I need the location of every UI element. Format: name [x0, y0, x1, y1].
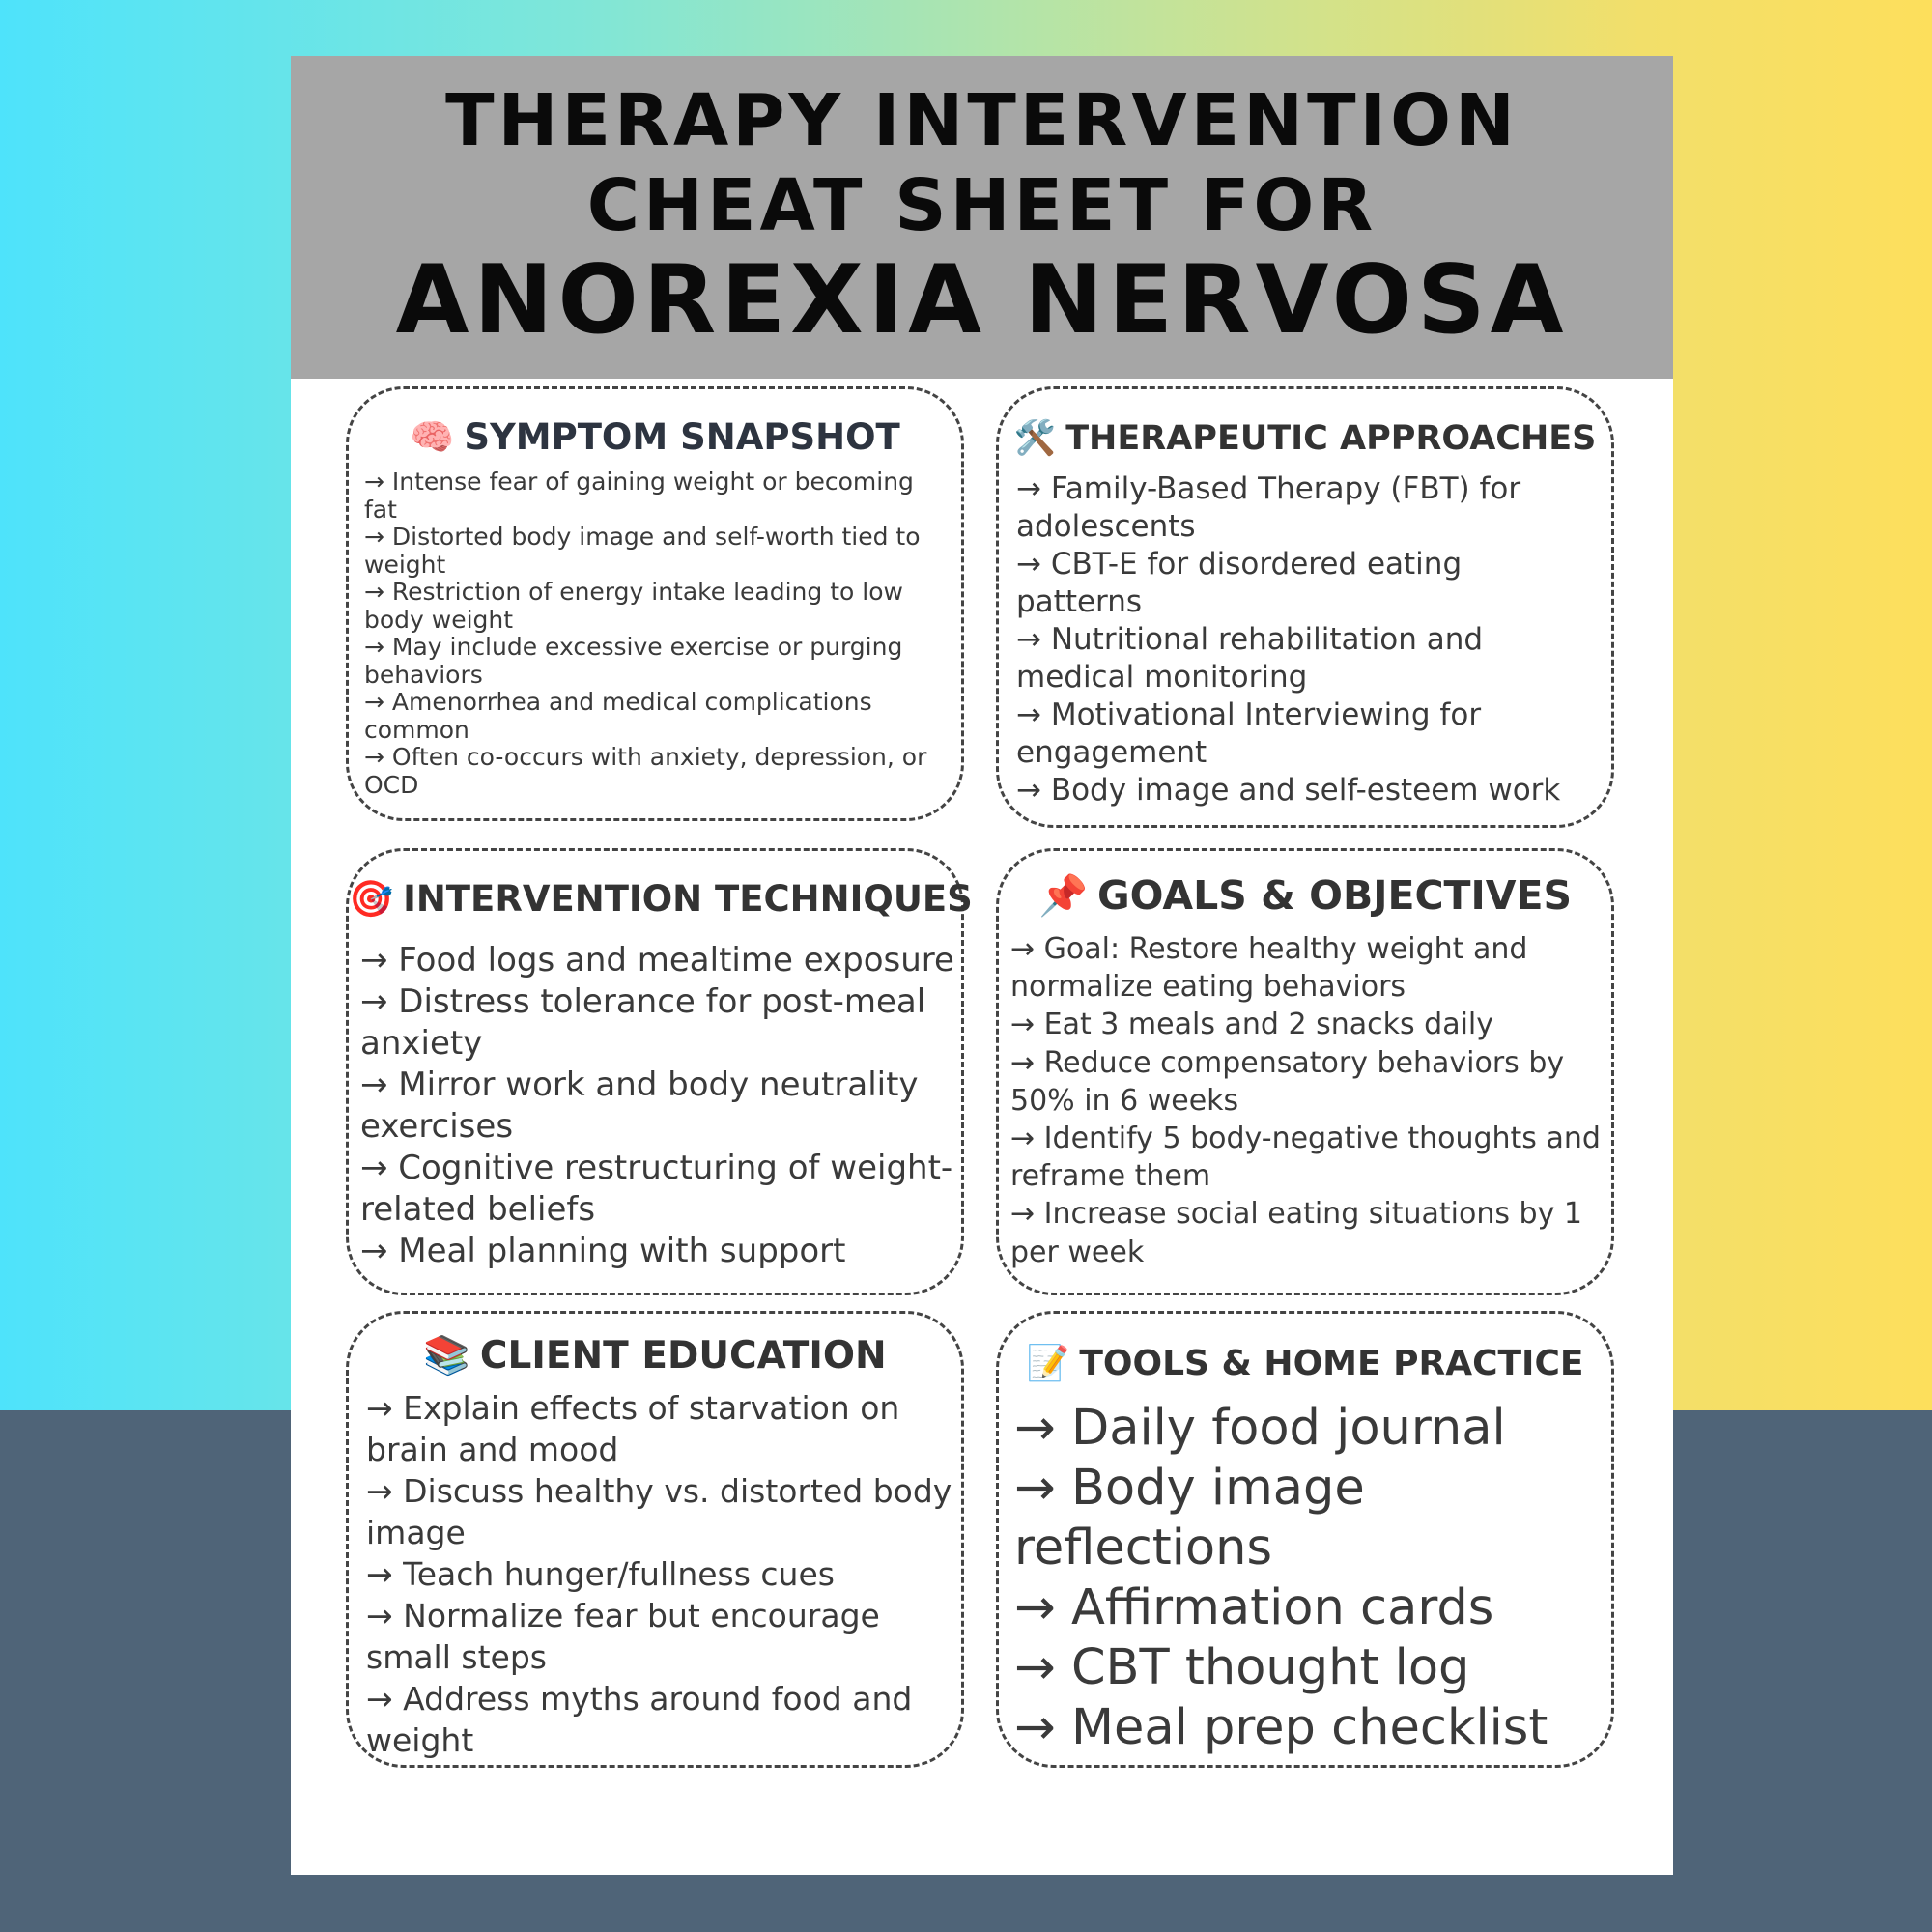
list-item: → Eat 3 meals and 2 snacks daily: [1010, 1008, 1494, 1042]
goals-objectives-card: [996, 848, 1614, 1295]
list-item: → Body image and self-esteem work: [1016, 773, 1561, 808]
title-line-2: CHEAT SHEET FOR: [586, 164, 1378, 247]
symptom-snapshot-title: SYMPTOM SNAPSHOT: [464, 416, 900, 458]
therapeutic-approaches-title: THERAPEUTIC APPROACHES: [1065, 419, 1597, 458]
target-icon: 🎯: [349, 878, 394, 920]
client-education-heading: [349, 1333, 961, 1378]
list-item: → Increase social eating situations by 1 per week: [1010, 1197, 1582, 1269]
list-item: → Distorted body image and self-worth tied to weight: [364, 523, 921, 579]
list-item: → Food logs and mealtime exposure: [360, 941, 954, 980]
list-item: → CBT-E for disordered eating patterns: [1016, 547, 1463, 619]
list-item: → Explain effects of starvation on brain and mood: [366, 1389, 900, 1468]
pushpin-icon: 📌: [1037, 872, 1088, 919]
intervention-techniques-heading: [349, 878, 973, 921]
title-line-3: ANOREXIA NERVOSA: [395, 245, 1569, 355]
therapeutic-approaches-card: [996, 386, 1614, 828]
list-item: → Identify 5 body-negative thoughts and reframe them: [1010, 1122, 1601, 1194]
list-item: → Normalize fear but encourage small steps: [366, 1597, 880, 1676]
client-education-card: [346, 1311, 964, 1768]
approaches-list: [1016, 470, 1596, 810]
list-item: → Address myths around food and weight: [366, 1680, 913, 1759]
list-item: → Body image reflections: [1014, 1460, 1365, 1577]
list-item: → Mirror work and body neutrality exercises: [360, 1065, 919, 1146]
list-item: → Reduce compensatory behaviors by 50% in 6 weeks: [1010, 1045, 1565, 1118]
techniques-list: [360, 940, 959, 1272]
list-item: → May include excessive exercise or purging behaviors: [364, 633, 903, 689]
tools-home-practice-card: [996, 1311, 1614, 1768]
symptom-list: [364, 469, 944, 799]
list-item: → Family-Based Therapy (FBT) for adolescents: [1016, 471, 1521, 544]
symptom-snapshot-heading: [349, 416, 961, 459]
goals-objectives-heading: [999, 872, 1611, 920]
header-banner: [291, 56, 1673, 379]
tools-list: [1014, 1399, 1608, 1758]
intervention-techniques-title: INTERVENTION TECHNIQUES: [403, 878, 973, 920]
list-item: → Daily food journal: [1014, 1400, 1506, 1457]
list-item: → Nutritional rehabilitation and medical monitoring: [1016, 622, 1484, 695]
list-item: → Cognitive restructuring of weight-related beliefs: [360, 1149, 953, 1229]
list-item: → Goal: Restore healthy weight and normalize eating behaviors: [1010, 932, 1528, 1005]
brain-icon: 🧠: [410, 416, 455, 458]
tools-home-practice-title: TOOLS & HOME PRACTICE: [1079, 1344, 1584, 1383]
list-item: → Intense fear of gaining weight or becoming fat: [364, 468, 914, 524]
books-icon: 📚: [423, 1334, 470, 1378]
client-education-title: CLIENT EDUCATION: [479, 1334, 887, 1378]
list-item: → CBT thought log: [1014, 1639, 1470, 1696]
goals-list: [1010, 930, 1611, 1271]
therapeutic-approaches-heading: [999, 418, 1611, 458]
list-item: → Meal planning with support: [360, 1232, 846, 1270]
intervention-techniques-card: [346, 848, 973, 1295]
list-item: → Motivational Interviewing for engagement: [1016, 697, 1482, 770]
list-item: → Restriction of energy intake leading to low body weight: [364, 578, 903, 634]
list-item: → Discuss healthy vs. distorted body image: [366, 1472, 952, 1551]
symptom-snapshot-card: [346, 386, 964, 821]
list-item: → Distress tolerance for post-meal anxiety: [360, 982, 926, 1063]
list-item: → Teach hunger/fullness cues: [366, 1555, 835, 1593]
tools-home-practice-heading: [999, 1343, 1611, 1383]
education-list: [366, 1387, 955, 1761]
title-line-1: THERAPY INTERVENTION: [445, 79, 1519, 162]
tools-icon: 🛠️: [1013, 419, 1057, 458]
list-item: → Meal prep checklist: [1014, 1699, 1548, 1756]
memo-icon: 📝: [1026, 1344, 1070, 1383]
list-item: → Affirmation cards: [1014, 1579, 1494, 1636]
goals-objectives-title: GOALS & OBJECTIVES: [1097, 872, 1573, 919]
list-item: → Amenorrhea and medical complications common: [364, 688, 872, 744]
list-item: → Often co-occurs with anxiety, depression, or OCD: [364, 743, 927, 799]
